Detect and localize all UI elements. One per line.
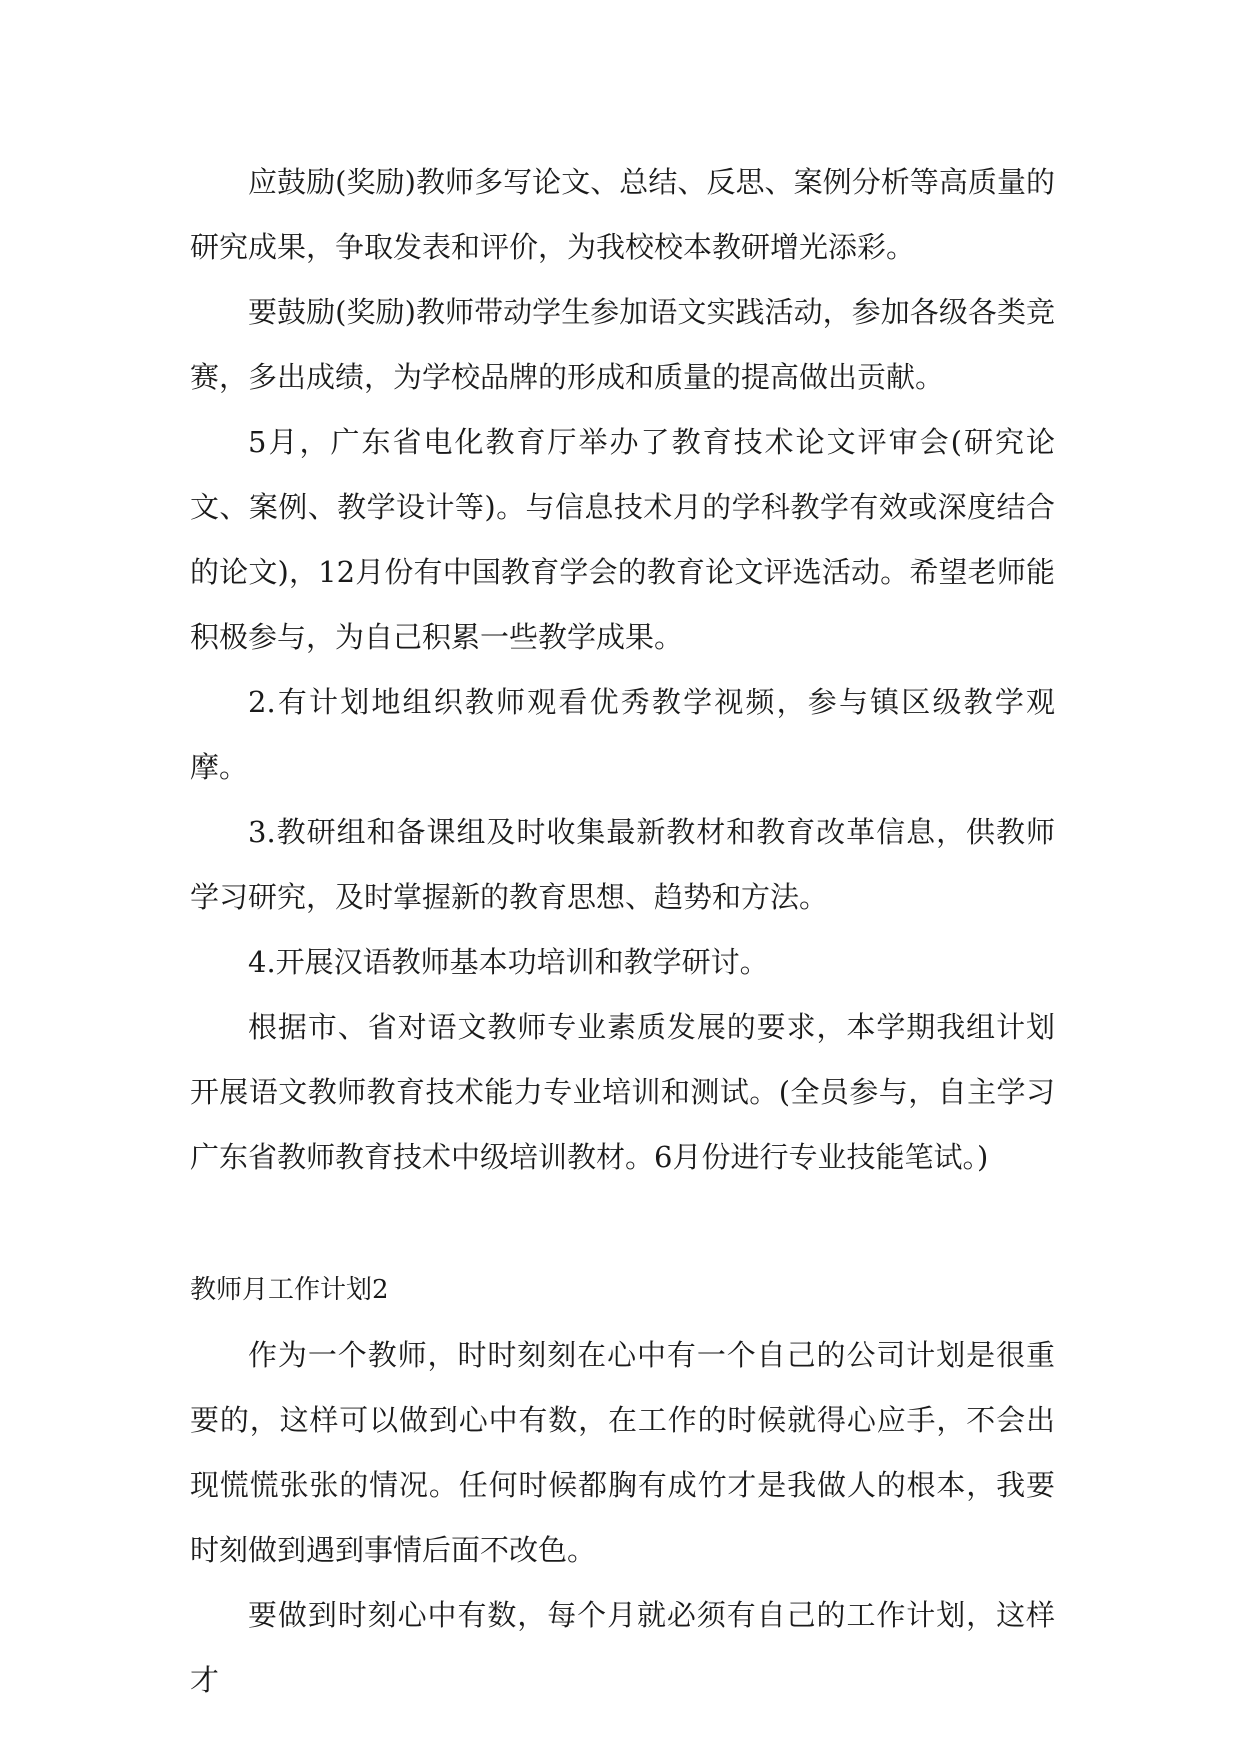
- section-heading: 教师月工作计划2: [190, 1275, 389, 1305]
- paragraph-monthly-plan: 要做到时刻心中有数，每个月就必须有自己的工作计划，这样才: [190, 1598, 1055, 1697]
- paragraph-paper-review: 5月，广东省电化教育厅举办了教育技术论文评审会(研究论文、案例、教学设计等)。与信息技术月的学科教学有效或深度结合的论文)，12月份有中国教育学会的教育论文评选活动。希望老师能积极参与，为自己积累一些教学成果。: [190, 425, 1055, 654]
- paragraph-encourage-papers: 应鼓励(奖励)教师多写论文、总结、反思、案例分析等高质量的研究成果，争取发表和评价，为我校校本教研增光添彩。: [190, 165, 1055, 264]
- paragraph-item-3: 3.教研组和备课组及时收集最新教材和教育改革信息，供教师学习研究，及时掌握新的教育思想、趋势和方法。: [190, 815, 1055, 914]
- paragraph-encourage-practice: 要鼓励(奖励)教师带动学生参加语文实践活动，参加各级各类竞赛，多出成绩，为学校品牌的形成和质量的提高做出贡献。: [190, 295, 1055, 394]
- paragraph-teacher-intro: 作为一个教师，时时刻刻在心中有一个自己的公司计划是很重要的，这样可以做到心中有数，在工作的时候就得心应手，不会出现慌慌张张的情况。任何时候都胸有成竹才是我做人的根本，我要时刻做到遇到事情后面不改色。: [190, 1338, 1055, 1567]
- document-page: [190, 150, 1055, 1713]
- paragraph-item-2: 2.有计划地组织教师观看优秀教学视频，参与镇区级教学观摩。: [190, 685, 1055, 784]
- paragraph-item-4: 4.开展汉语教师基本功培训和教学研讨。: [248, 945, 769, 979]
- paragraph-training-plan: 根据市、省对语文教师专业素质发展的要求，本学期我组计划开展语文教师教育技术能力专业培训和测试。(全员参与，自主学习广东省教师教育技术中级培训教材。6月份进行专业技能笔试。): [190, 1010, 1055, 1174]
